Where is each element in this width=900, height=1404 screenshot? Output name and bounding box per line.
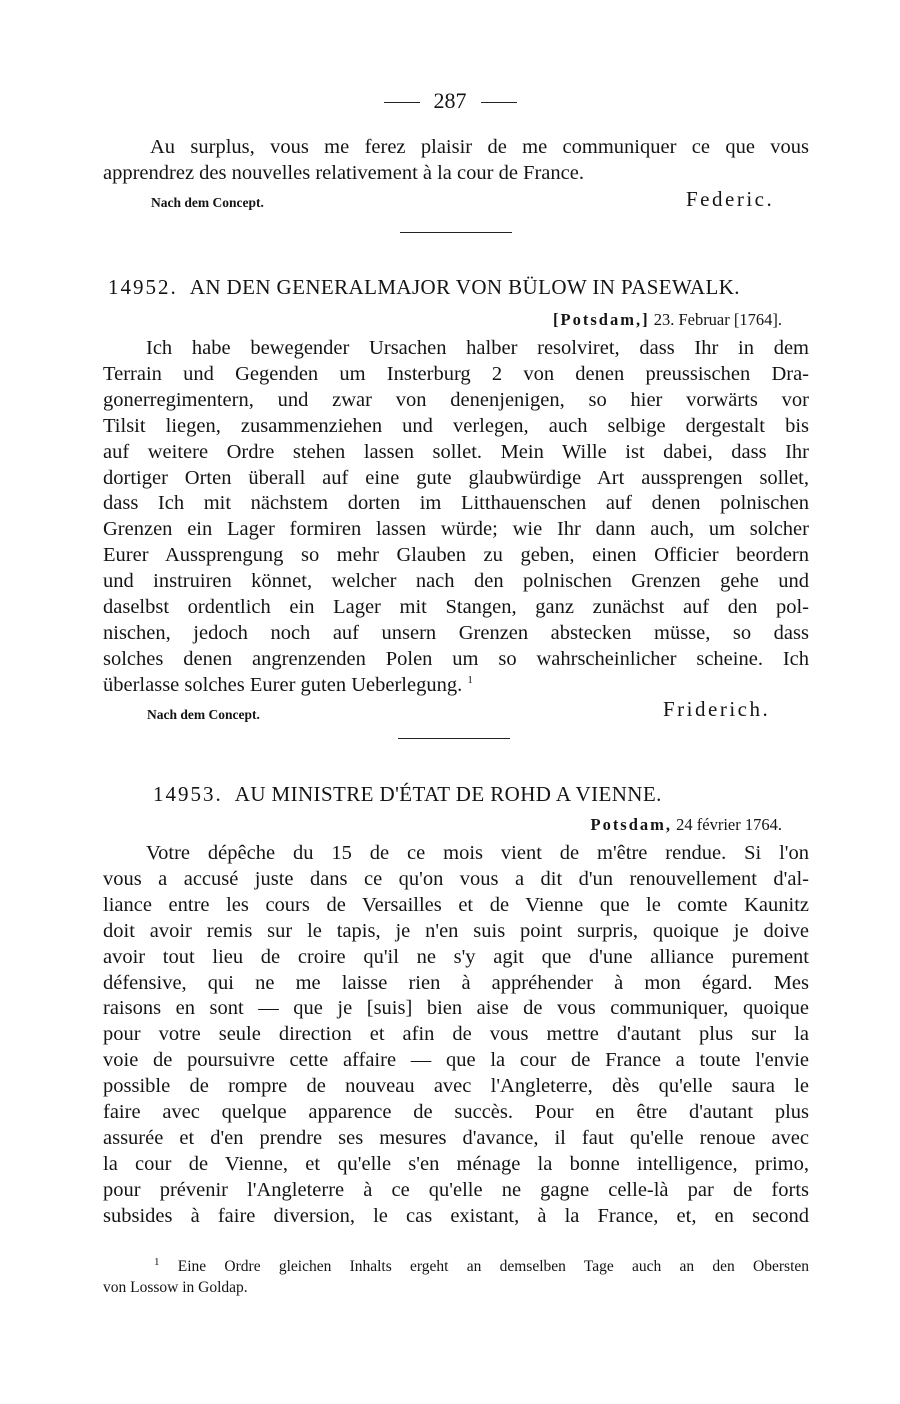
text-line: possible de rompre de nouveau avec l'Angleterre, dès qu'elle saura le xyxy=(103,1075,809,1098)
page-number-text: 287 xyxy=(433,88,467,113)
text-line: nischen, jedoch noch auf unsern Grenzen abstecken müsse, so dass xyxy=(103,621,809,644)
text-line: Votre dépêche du 15 de ce mois vient de m'être rendue. Si l'on xyxy=(146,842,809,864)
dateline-date: 23. Februar [1764]. xyxy=(653,310,782,329)
text-line: liance entre les cours de Versailles et de Vienne que le comte Kaunitz xyxy=(103,893,809,916)
letter-title: AN DEN GENERALMAJOR VON BÜLOW IN PASEWALK. xyxy=(189,275,740,299)
text-line: dass Ich mit nächstem dorten im Litthauenschen auf denen polnischen xyxy=(103,492,809,515)
text-line: avoir tout lieu de croire qu'il ne s'y agit que d'une alliance purement xyxy=(103,945,809,968)
text-line: vous a accusé juste dans ce qu'on vous a dit d'un renouvellement d'al- xyxy=(103,867,809,890)
dateline-date: 24 février 1764. xyxy=(676,815,782,834)
section-divider xyxy=(400,232,512,233)
text-line: und instruiren könnet, welcher nach den polnischen Grenzen gehe und xyxy=(103,570,809,593)
footnote-marker: 1 xyxy=(154,1255,160,1268)
text-line: auf weitere Ordre stehen lassen sollet. Mein Wille ist dabei, dass Ihr xyxy=(103,440,809,463)
letter-body xyxy=(103,841,809,1230)
page-number-dash-left xyxy=(384,102,420,103)
dateline-place: [Potsdam,] xyxy=(553,310,650,329)
text-line: daselbst ordentlich ein Lager mit Stangen, ganz zunächst auf den pol- xyxy=(103,596,809,619)
text-line: Au surplus, vous me ferez plaisir de me communiquer ce que vous xyxy=(150,136,809,158)
page-number-dash-right xyxy=(481,102,517,103)
footnote-text: Eine Ordre gleichen Inhalts ergeht an demselben Tage auch an den Obersten xyxy=(177,1258,810,1275)
text-line: pour prévenir l'Angleterre à ce qu'elle ne gagne celle-là par de forts xyxy=(103,1178,809,1201)
signature: Federic. xyxy=(686,187,775,211)
text-line: subsides à faire diversion, le cas existant, à la France, et, en second xyxy=(103,1204,809,1227)
text-line: pour votre seule direction et afin de vous mettre d'autant plus sur la xyxy=(103,1023,809,1046)
text-line: doit avoir remis sur le tapis, je n'en suis point surpris, quoique je doive xyxy=(103,919,809,942)
footnote-line xyxy=(103,1256,809,1277)
letter-title: AU MINISTRE D'ÉTAT DE ROHD A VIENNE. xyxy=(234,782,662,806)
text-line: überlasse solches Eurer guten Ueberlegung. xyxy=(103,673,463,696)
dateline-place: Potsdam, xyxy=(590,815,673,834)
letter-heading xyxy=(108,275,740,300)
text-line: Grenzen ein Lager formiren lassen würde; wie Ihr dann auch, um solcher xyxy=(103,518,809,541)
text-line-last xyxy=(103,673,809,699)
page-number xyxy=(0,88,900,114)
footnote-line: von Lossow in Goldap. xyxy=(103,1279,248,1296)
text-line: la cour de Vienne, et qu'elle s'en ménage la bonne intelligence, primo, xyxy=(103,1152,809,1175)
text-line: Eurer Aussprengung so mehr Glauben zu geben, einen Officier beordern xyxy=(103,544,809,567)
intro-paragraph xyxy=(103,135,809,187)
text-line: assurée et d'en prendre ses mesures d'avance, il faut qu'elle renoue avec xyxy=(103,1126,809,1149)
text-line: dortiger Orten überall auf eine gute glaubwürdige Art aussprengen sollet, xyxy=(103,466,809,489)
dateline xyxy=(553,310,782,330)
footnote xyxy=(103,1256,809,1298)
text-line: Tilsit liegen, zusammenziehen und verlegen, auch selbige dergestalt bis xyxy=(103,414,809,437)
signature: Friderich. xyxy=(663,697,771,721)
text-line: raisons en sont — que je [suis] bien aise de vous communiquer, quoique xyxy=(103,997,809,1020)
text-line: gonerregimentern, und zwar von denenjenigen, so hier vorwärts vor xyxy=(103,388,809,411)
text-line: défensive, qui ne me laisse rien à appréhender à mon égard. Mes xyxy=(103,971,809,994)
text-line: apprendrez des nouvelles relativement à la cour de France. xyxy=(103,161,584,184)
source-note: Nach dem Concept. xyxy=(147,707,260,722)
text-line: Terrain und Gegenden um Insterburg 2 von denen preussischen Dra- xyxy=(103,362,809,385)
letter-number: 14952. xyxy=(108,275,178,299)
text-line: faire avec quelque apparence de succès. Pour en être d'autant plus xyxy=(103,1101,809,1124)
text-line: Ich habe bewegender Ursachen halber resolviret, dass Ihr in dem xyxy=(146,337,809,359)
dateline xyxy=(590,815,782,835)
source-note: Nach dem Concept. xyxy=(151,195,264,210)
letter-heading xyxy=(153,782,662,807)
text-line: solches denen angrenzenden Polen um so wahrscheinlicher scheine. Ich xyxy=(103,647,809,670)
footnote-reference[interactable]: 1 xyxy=(467,673,473,686)
text-line: voie de poursuivre cette affaire — que la cour de France a toute l'envie xyxy=(103,1049,809,1072)
letter-number: 14953. xyxy=(153,782,223,806)
letter-body xyxy=(103,336,809,699)
section-divider xyxy=(398,738,510,739)
